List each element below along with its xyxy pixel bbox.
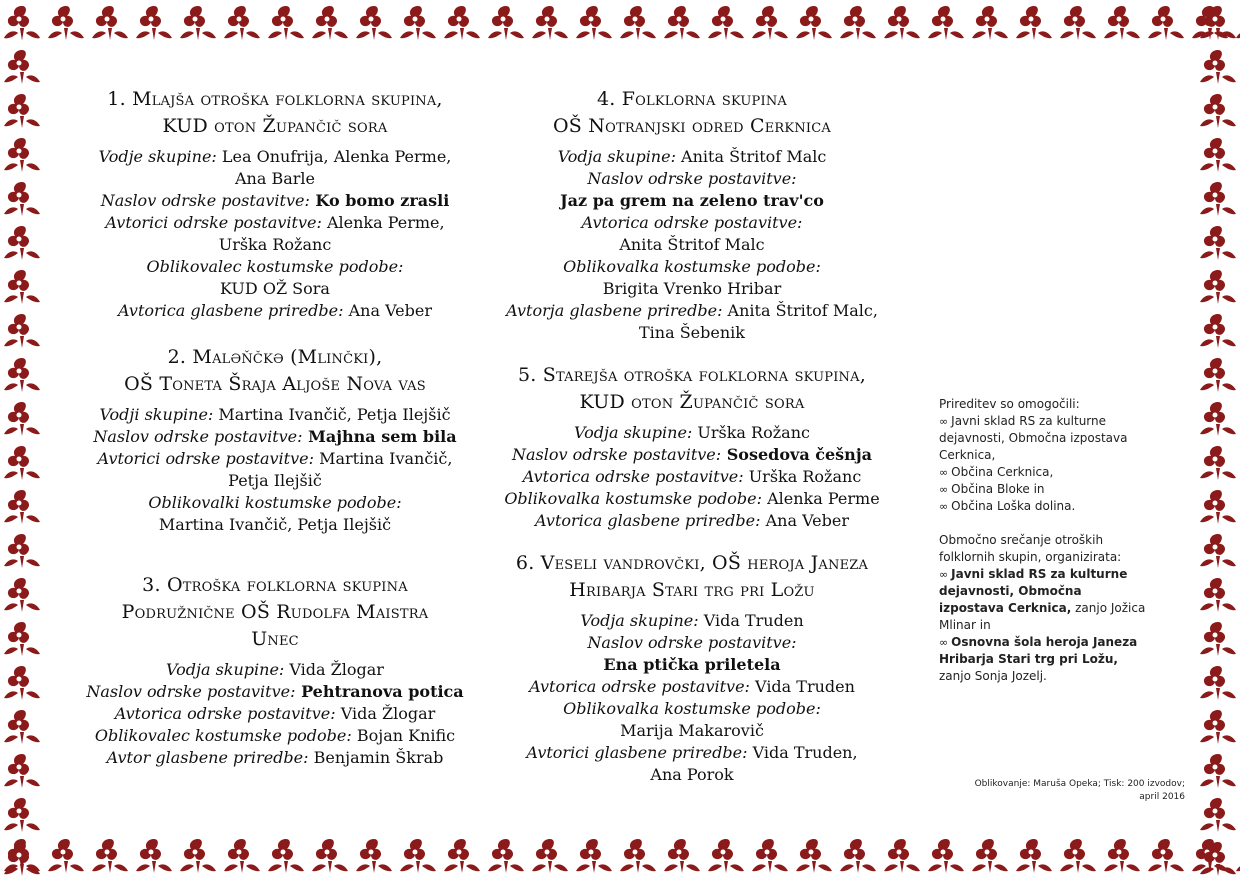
field-label: Avtorici glasbene priredbe: bbox=[526, 743, 748, 762]
flower-motif-icon bbox=[972, 6, 1008, 40]
flower-pattern-icon bbox=[0, 0, 1240, 44]
flower-motif-icon bbox=[4, 490, 40, 524]
field-label: Avtorica odrske postavitve: bbox=[522, 467, 744, 486]
program-entry bbox=[75, 572, 475, 769]
flower-motif-icon bbox=[356, 839, 392, 873]
field-label: Vodja skupine: bbox=[166, 660, 285, 679]
flower-motif-icon bbox=[4, 446, 40, 480]
field-label: Avtorica glasbene priredbe: bbox=[118, 301, 344, 320]
program-entry bbox=[487, 86, 897, 344]
flower-motif-icon bbox=[664, 6, 700, 40]
sponsor-name: Občina Cerknica, bbox=[951, 465, 1054, 479]
flower-motif-icon bbox=[4, 534, 40, 568]
organizer-name: Javni sklad RS za kulturne dejavnosti, Območna izpostava Cerknica, bbox=[939, 567, 1128, 615]
field-label: Vodje skupine: bbox=[98, 147, 217, 166]
field-value: Vida Truden, bbox=[747, 743, 858, 762]
flower-motif-icon bbox=[4, 798, 40, 832]
field-label: Naslov odrske postavitve: bbox=[93, 427, 303, 446]
performance-title: Sosedova češnja bbox=[721, 445, 872, 464]
program-entry bbox=[75, 344, 475, 536]
field-label: Avtorici odrske postavitve: bbox=[97, 449, 314, 468]
field-value: Vida Žlogar bbox=[335, 704, 436, 723]
program-title-line: 4. Folklorna skupina bbox=[597, 88, 787, 110]
field-value: Martina Ivančič, Petja Ilejšič bbox=[213, 405, 451, 424]
flower-motif-icon bbox=[1200, 534, 1236, 568]
field-label: Naslov odrske postavitve: bbox=[512, 445, 722, 464]
program-title-line: 3. Otroška folklorna skupina bbox=[142, 574, 408, 596]
flower-motif-icon bbox=[488, 839, 524, 873]
flower-motif-icon bbox=[4, 226, 40, 260]
organizer-item bbox=[939, 566, 1149, 634]
flower-motif-icon bbox=[972, 839, 1008, 873]
flower-motif-icon bbox=[92, 6, 128, 40]
sponsors-section bbox=[939, 396, 1149, 685]
flower-motif-icon bbox=[1016, 6, 1052, 40]
program-title-line: 1. Mlajša otroška folklorna skupina, bbox=[107, 88, 443, 110]
flower-motif-icon bbox=[1200, 402, 1236, 436]
flower-motif-icon bbox=[1016, 839, 1052, 873]
field-label: Oblikovalec kostumske podobe: bbox=[94, 726, 352, 745]
flower-motif-icon bbox=[1200, 490, 1236, 524]
field-label: Naslov odrske postavitve: bbox=[100, 191, 310, 210]
field-label: Avtor glasbene priredbe: bbox=[106, 748, 309, 767]
field-value: Urška Rožanc bbox=[218, 235, 332, 254]
flower-motif-icon bbox=[1200, 50, 1236, 84]
flower-motif-icon bbox=[532, 6, 568, 40]
field-value: Lea Onufrija, Alenka Perme, bbox=[216, 147, 452, 166]
field-label: Vodja skupine: bbox=[580, 611, 699, 630]
performance-title: Majhna sem bila bbox=[302, 427, 457, 446]
flower-motif-icon bbox=[576, 839, 612, 873]
flower-motif-icon bbox=[884, 6, 920, 40]
organizers-intro: Območno srečanje otroških folklornih skupin, organizirata: bbox=[939, 533, 1122, 564]
infinity-bullet-icon: ∞ bbox=[939, 483, 949, 496]
infinity-bullet-icon: ∞ bbox=[939, 500, 949, 513]
flower-motif-icon bbox=[840, 6, 876, 40]
credits-line: Oblikovanje: Maruša Opeka; Tisk: 200 izvodov; bbox=[974, 779, 1185, 789]
decorative-border-left bbox=[0, 0, 44, 877]
program-title-line: 5. Starejša otroška folklorna skupina, bbox=[518, 364, 866, 386]
flower-motif-icon bbox=[48, 6, 84, 40]
field-value: Bojan Knific bbox=[351, 726, 456, 745]
organizers-section bbox=[939, 532, 1149, 685]
flower-motif-icon bbox=[312, 6, 348, 40]
program-column-middle bbox=[487, 86, 897, 804]
field-value: Anita Štritof Malc, bbox=[722, 301, 878, 320]
flower-motif-icon bbox=[1200, 842, 1236, 876]
field-value: Tina Šebenik bbox=[639, 323, 745, 342]
flower-motif-icon bbox=[136, 6, 172, 40]
program-title-line: Unec bbox=[251, 628, 299, 650]
sponsors-intro: Prireditev so omogočili: bbox=[939, 397, 1080, 411]
program-entry bbox=[75, 86, 475, 322]
program-title-line: Hribarja Stari trg pri Ložu bbox=[569, 579, 815, 601]
sponsor-name: Javni sklad RS za kulturne dejavnosti, Območna izpostava Cerknica, bbox=[939, 414, 1128, 462]
infinity-bullet-icon: ∞ bbox=[939, 466, 949, 479]
flower-motif-icon bbox=[268, 839, 304, 873]
performance-title: Jaz pa grem na zeleno trav'co bbox=[560, 191, 824, 210]
flower-motif-icon bbox=[180, 839, 216, 873]
field-value: Urška Rožanc bbox=[692, 423, 810, 442]
flower-motif-icon bbox=[884, 839, 920, 873]
flower-pattern-icon bbox=[0, 833, 1240, 877]
flower-motif-icon bbox=[1200, 94, 1236, 128]
flower-pattern-icon bbox=[1196, 0, 1240, 877]
field-value: Brigita Vrenko Hribar bbox=[602, 279, 782, 298]
flower-motif-icon bbox=[4, 842, 40, 876]
flower-motif-icon bbox=[4, 182, 40, 216]
flower-motif-icon bbox=[1104, 6, 1140, 40]
field-value: Vida Truden bbox=[749, 677, 855, 696]
sponsor-name: Občina Loška dolina. bbox=[951, 499, 1076, 513]
field-value: Urška Rožanc bbox=[743, 467, 862, 486]
field-value: Anita Štritof Malc bbox=[675, 147, 827, 166]
flower-motif-icon bbox=[4, 270, 40, 304]
flower-motif-icon bbox=[1060, 6, 1096, 40]
print-credits bbox=[955, 778, 1185, 804]
field-value: Ana Veber bbox=[760, 511, 849, 530]
flower-motif-icon bbox=[4, 50, 40, 84]
flower-motif-icon bbox=[400, 6, 436, 40]
field-value: Alenka Perme, bbox=[321, 213, 445, 232]
flower-motif-icon bbox=[4, 402, 40, 436]
flower-motif-icon bbox=[4, 94, 40, 128]
program-title-line: KUD oton Župančič sora bbox=[579, 391, 805, 413]
field-label: Avtorica odrske postavitve: bbox=[114, 704, 336, 723]
flower-motif-icon bbox=[312, 839, 348, 873]
flower-motif-icon bbox=[708, 6, 744, 40]
field-label: Naslov odrske postavitve: bbox=[86, 682, 296, 701]
program-title-line: 6. Veseli vandrovčki, OŠ heroja Janeza bbox=[515, 552, 869, 574]
field-value: Marija Makarovič bbox=[620, 721, 764, 740]
performance-title: Ena ptička priletela bbox=[603, 655, 781, 674]
field-value: Anita Štritof Malc bbox=[619, 235, 765, 254]
flower-motif-icon bbox=[796, 6, 832, 40]
organizer-name: Osnovna šola heroja Janeza Hribarja Stari trg pri Ložu, bbox=[939, 635, 1138, 666]
field-value: Vida Žlogar bbox=[284, 660, 384, 679]
flower-motif-icon bbox=[620, 6, 656, 40]
field-label: Avtorica glasbene priredbe: bbox=[535, 511, 761, 530]
flower-motif-icon bbox=[1200, 666, 1236, 700]
flower-motif-icon bbox=[4, 578, 40, 612]
program-title bbox=[487, 86, 897, 140]
program-title bbox=[75, 86, 475, 140]
flower-motif-icon bbox=[840, 839, 876, 873]
flower-motif-icon bbox=[400, 839, 436, 873]
program-column-left bbox=[75, 86, 475, 787]
flower-motif-icon bbox=[928, 839, 964, 873]
flower-motif-icon bbox=[796, 839, 832, 873]
field-label: Avtorja glasbene priredbe: bbox=[506, 301, 723, 320]
flower-motif-icon bbox=[268, 6, 304, 40]
infinity-bullet-icon: ∞ bbox=[939, 636, 949, 649]
flower-motif-icon bbox=[4, 622, 40, 656]
flower-motif-icon bbox=[708, 839, 744, 873]
decorative-border-top bbox=[0, 0, 1240, 44]
field-value: Martina Ivančič, bbox=[314, 449, 453, 468]
organizer-item bbox=[939, 634, 1149, 685]
flower-motif-icon bbox=[1148, 6, 1184, 40]
flower-motif-icon bbox=[1060, 839, 1096, 873]
flower-motif-icon bbox=[1200, 182, 1236, 216]
flower-motif-icon bbox=[1148, 839, 1184, 873]
program-title bbox=[75, 344, 475, 398]
flower-motif-icon bbox=[4, 314, 40, 348]
infinity-bullet-icon: ∞ bbox=[939, 415, 949, 428]
flower-motif-icon bbox=[532, 839, 568, 873]
flower-motif-icon bbox=[444, 839, 480, 873]
decorative-border-right bbox=[1196, 0, 1240, 877]
credits-date: april 2016 bbox=[1139, 792, 1185, 802]
field-value: KUD OŽ Sora bbox=[220, 279, 330, 298]
field-value: Vida Truden bbox=[698, 611, 804, 630]
field-value: Benjamin Škrab bbox=[308, 748, 444, 767]
sponsor-item bbox=[939, 464, 1149, 481]
flower-motif-icon bbox=[1200, 754, 1236, 788]
flower-motif-icon bbox=[1200, 358, 1236, 392]
flower-motif-icon bbox=[1200, 622, 1236, 656]
flower-motif-icon bbox=[1200, 446, 1236, 480]
flower-motif-icon bbox=[664, 839, 700, 873]
organizer-contact: zanjo Sonja Jozelj. bbox=[939, 669, 1047, 683]
flower-motif-icon bbox=[356, 6, 392, 40]
flower-motif-icon bbox=[1200, 6, 1236, 40]
flower-motif-icon bbox=[92, 839, 128, 873]
program-entry bbox=[487, 550, 897, 786]
decorative-border-bottom bbox=[0, 833, 1240, 877]
flower-motif-icon bbox=[1200, 270, 1236, 304]
sponsor-item bbox=[939, 413, 1149, 464]
field-label: Oblikovalka kostumske podobe: bbox=[563, 699, 821, 718]
flower-motif-icon bbox=[1200, 710, 1236, 744]
program-title-line: Podružnične OŠ Rudolfa Maistra bbox=[121, 601, 429, 623]
flower-motif-icon bbox=[4, 666, 40, 700]
sponsor-item bbox=[939, 498, 1149, 515]
flower-motif-icon bbox=[224, 6, 260, 40]
flower-motif-icon bbox=[752, 839, 788, 873]
program-title bbox=[487, 362, 897, 416]
field-label: Naslov odrske postavitve: bbox=[587, 633, 797, 652]
field-value: Ana Veber bbox=[343, 301, 432, 320]
field-label: Oblikovalki kostumske podobe: bbox=[148, 493, 402, 512]
program-title-line: 2. Maləňčkə (Mlinčki), bbox=[167, 346, 383, 368]
program-title-line: OŠ Notranjski odred Cerknica bbox=[553, 115, 831, 137]
infinity-bullet-icon: ∞ bbox=[939, 568, 949, 581]
flower-motif-icon bbox=[4, 138, 40, 172]
field-label: Avtorica odrske postavitve: bbox=[529, 677, 750, 696]
field-label: Oblikovalec kostumske podobe: bbox=[146, 257, 404, 276]
sponsor-name: Občina Bloke in bbox=[951, 482, 1045, 496]
organizer-contact: zanjo Jožica Mlinar in bbox=[939, 601, 1146, 632]
field-label: Vodja skupine: bbox=[557, 147, 676, 166]
flower-motif-icon bbox=[224, 839, 260, 873]
flower-motif-icon bbox=[488, 6, 524, 40]
flower-motif-icon bbox=[620, 839, 656, 873]
field-label: Vodja skupine: bbox=[574, 423, 693, 442]
flower-motif-icon bbox=[4, 710, 40, 744]
program-entry bbox=[487, 362, 897, 532]
flower-pattern-icon bbox=[0, 0, 44, 877]
flower-motif-icon bbox=[1200, 798, 1236, 832]
flower-motif-icon bbox=[928, 6, 964, 40]
flower-motif-icon bbox=[4, 358, 40, 392]
flower-motif-icon bbox=[1200, 314, 1236, 348]
field-label: Oblikovalka kostumske podobe: bbox=[504, 489, 763, 508]
field-label: Naslov odrske postavitve: bbox=[587, 169, 797, 188]
flower-motif-icon bbox=[444, 6, 480, 40]
field-label: Avtorici odrske postavitve: bbox=[105, 213, 322, 232]
flower-motif-icon bbox=[1200, 578, 1236, 612]
flower-motif-icon bbox=[4, 6, 40, 40]
field-label: Vodji skupine: bbox=[99, 405, 214, 424]
field-value: Petja Ilejšič bbox=[228, 471, 322, 490]
program-title bbox=[487, 550, 897, 604]
sponsor-item bbox=[939, 481, 1149, 498]
performance-title: Ko bomo zrasli bbox=[309, 191, 450, 210]
flower-motif-icon bbox=[1104, 839, 1140, 873]
field-label: Avtorica odrske postavitve: bbox=[581, 213, 803, 232]
flower-motif-icon bbox=[4, 754, 40, 788]
field-value: Martina Ivančič, Petja Ilejšič bbox=[158, 515, 392, 534]
flower-motif-icon bbox=[48, 839, 84, 873]
program-title-line: KUD oton Župančič sora bbox=[162, 115, 388, 137]
flower-motif-icon bbox=[1200, 138, 1236, 172]
flower-motif-icon bbox=[1200, 226, 1236, 260]
flower-motif-icon bbox=[136, 839, 172, 873]
program-title-line: OŠ Toneta Šraja Aljoše Nova vas bbox=[124, 373, 426, 395]
field-value: Ana Porok bbox=[650, 765, 734, 784]
program-title bbox=[75, 572, 475, 653]
flower-motif-icon bbox=[576, 6, 612, 40]
flower-motif-icon bbox=[180, 6, 216, 40]
field-value: Alenka Perme bbox=[762, 489, 880, 508]
performance-title: Pehtranova potica bbox=[295, 682, 464, 701]
field-value: Ana Barle bbox=[234, 169, 315, 188]
flower-motif-icon bbox=[752, 6, 788, 40]
field-label: Oblikovalka kostumske podobe: bbox=[563, 257, 821, 276]
